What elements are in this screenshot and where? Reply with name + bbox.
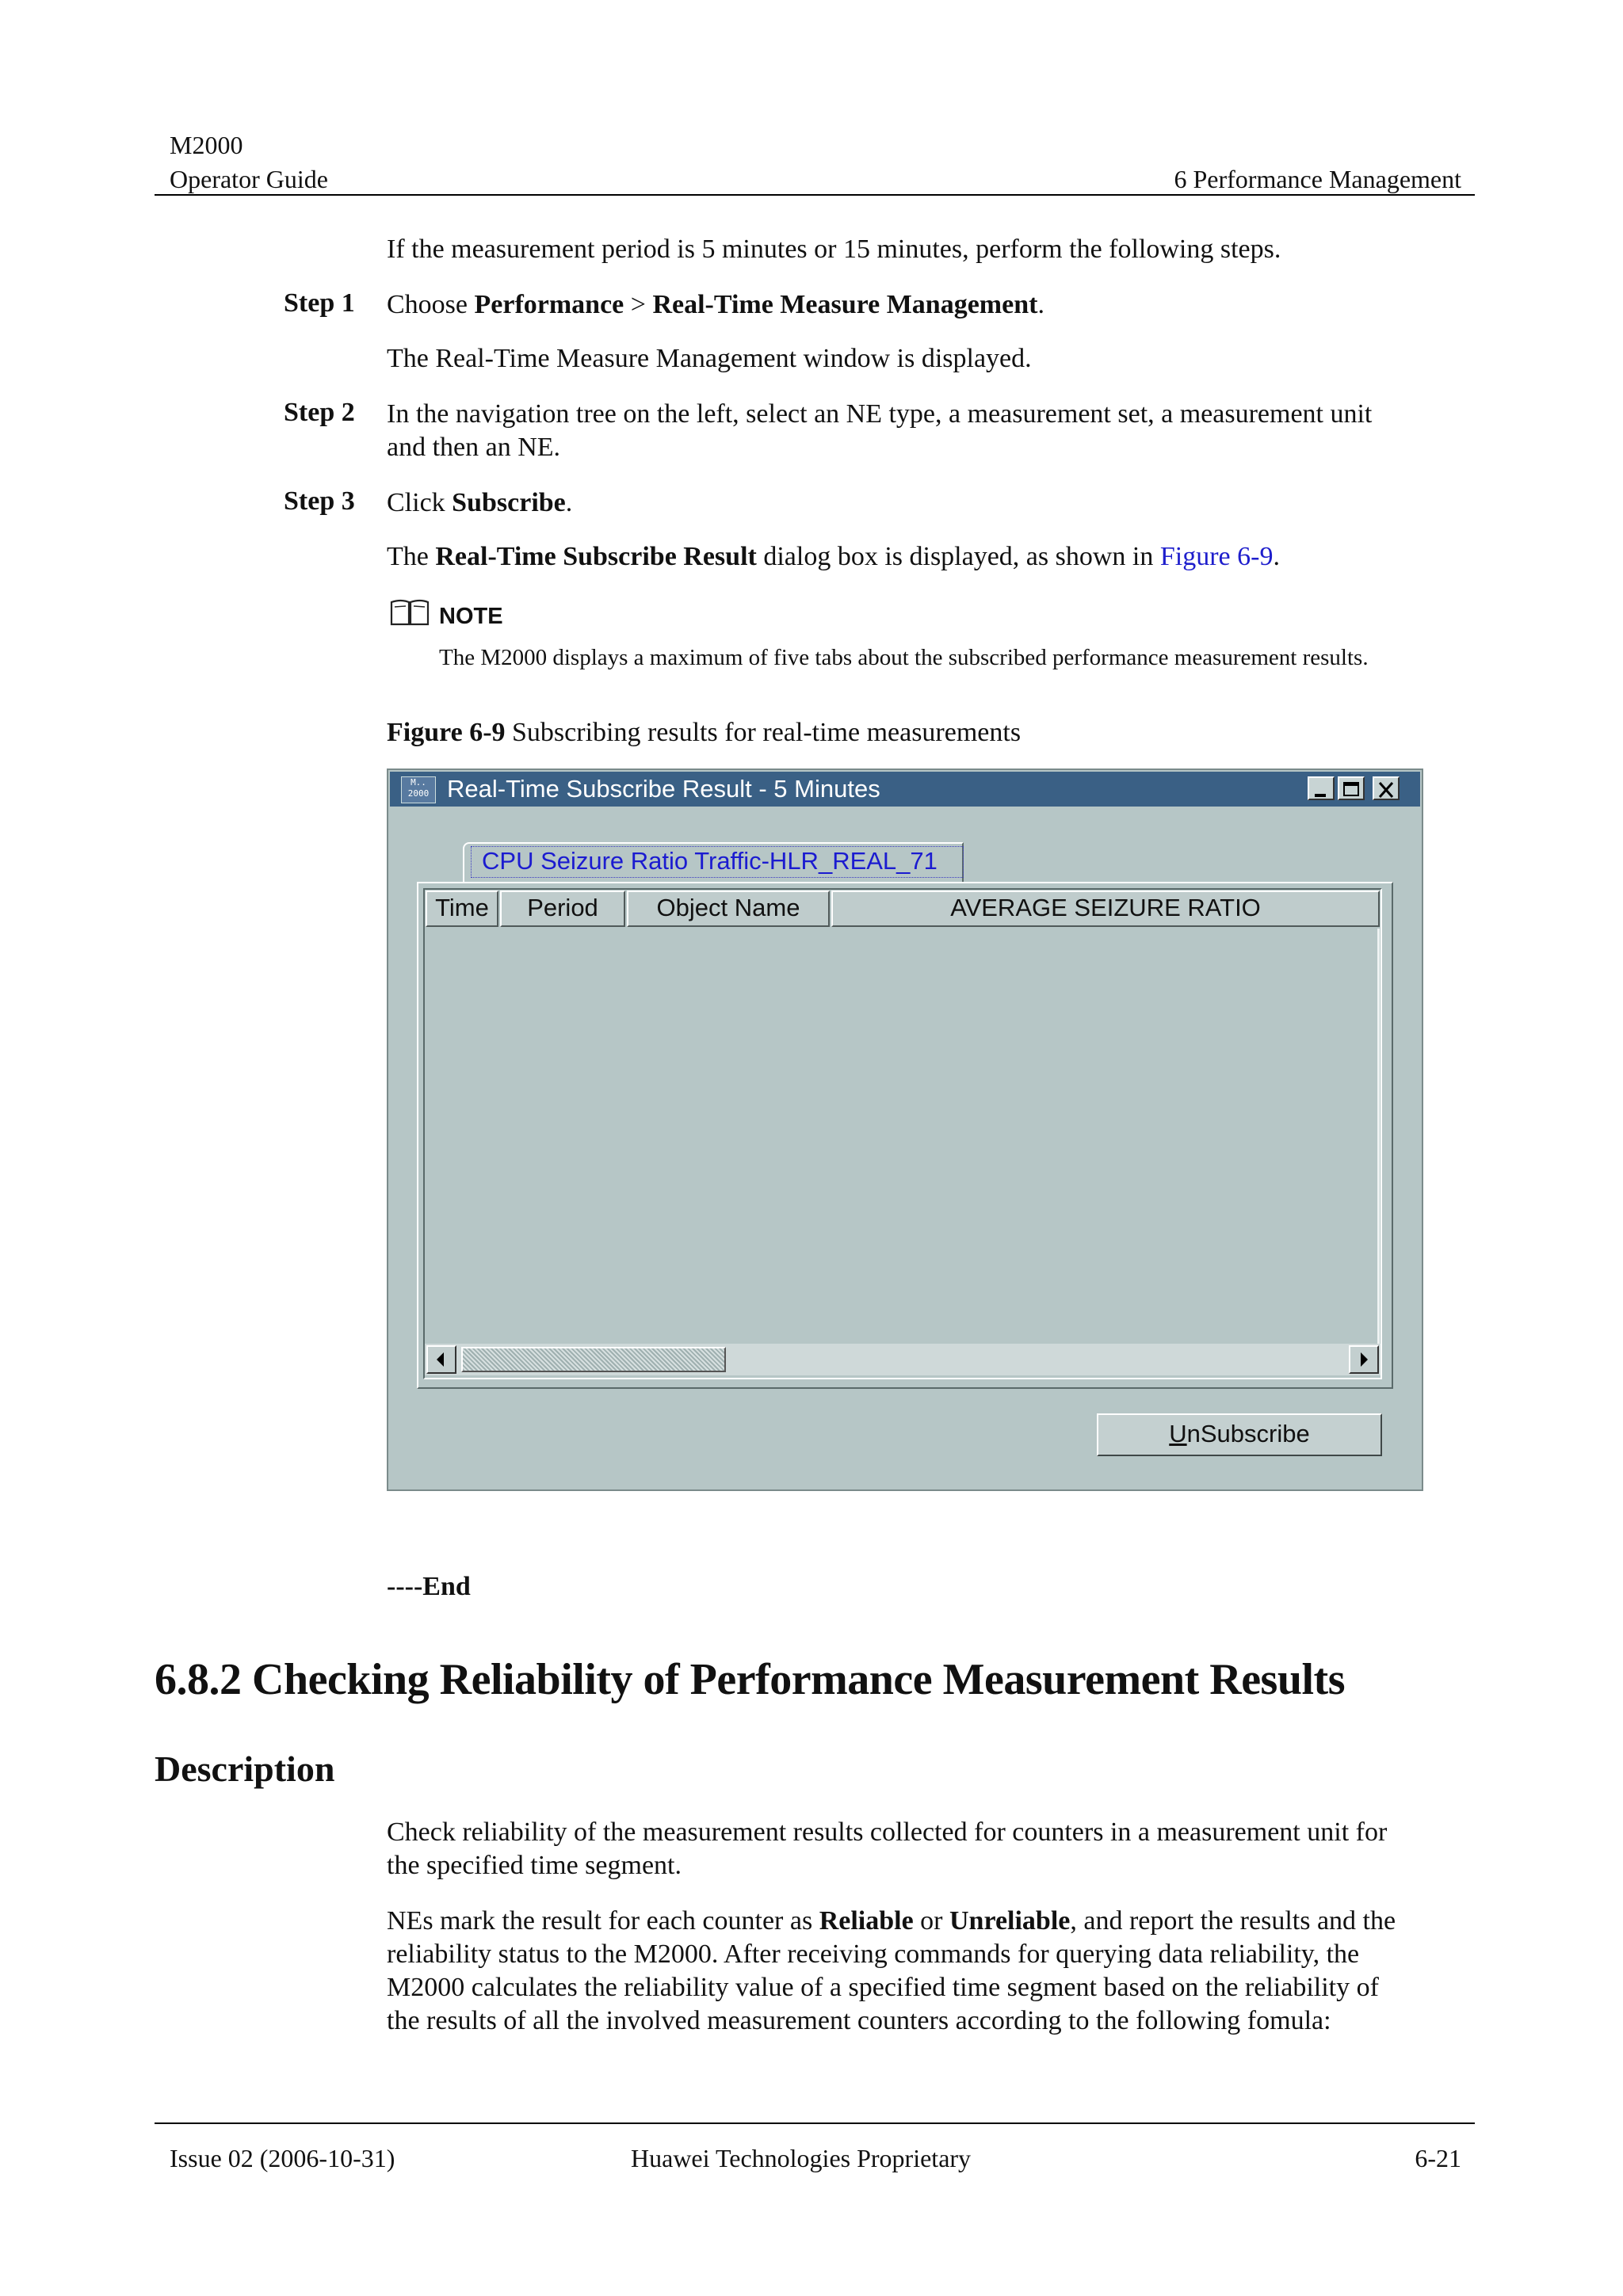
arrow-right-icon	[1350, 1347, 1377, 1372]
footer-issue: Issue 02 (2006-10-31)	[170, 2144, 395, 2172]
section-heading: 6.8.2 Checking Reliability of Performance Measurement Results	[155, 1655, 1345, 1704]
dialog-title: Real-Time Subscribe Result - 5 Minutes	[447, 775, 880, 803]
step-2-line-2: and then an NE.	[387, 433, 561, 462]
para-2-line-1: NEs mark the result for each counter as Reliable or Unreliable, and report the results and the	[387, 1906, 1396, 1936]
footer-company: Huawei Technologies Proprietary	[631, 2144, 972, 2172]
step-3-text: Click Subscribe.	[387, 488, 573, 517]
note-text: The M2000 displays a maximum of five tabs about the subscribed performance measurement results.	[439, 645, 1369, 670]
column-header-period[interactable]: Period	[500, 891, 625, 927]
figure-caption: Figure 6-9 Subscribing results for real-time measurements	[387, 718, 1022, 747]
minimize-icon	[1309, 780, 1333, 800]
results-table	[423, 888, 1382, 1379]
footer-rule	[155, 2122, 1475, 2124]
step-2-line-1: In the navigation tree on the left, select an NE type, a measurement set, a measurement unit	[387, 399, 1373, 429]
minimize-button[interactable]	[1308, 776, 1335, 800]
intro-text: If the measurement period is 5 minutes or 15 minutes, perform the following steps.	[387, 235, 1281, 264]
header-rule	[155, 194, 1475, 196]
note-label: NOTE	[439, 604, 503, 629]
close-icon	[1374, 780, 1398, 800]
table-divider	[1377, 929, 1380, 1372]
para-2-line-4: the results of all the involved measurement counters according to the following fomula:	[387, 2006, 1331, 2035]
para-1-line-1: Check reliability of the measurement results collected for counters in a measurement unit for	[387, 1817, 1388, 1847]
close-button[interactable]	[1373, 776, 1400, 800]
arrow-left-icon	[428, 1347, 455, 1372]
tab-cpu-seizure-ratio[interactable]: CPU Seizure Ratio Traffic-HLR_REAL_71	[463, 842, 964, 882]
step-1-label: Step 1	[284, 288, 355, 318]
dialog-titlebar[interactable]	[390, 772, 1420, 807]
header-doc-title: Operator Guide	[170, 165, 328, 193]
column-header-average-seizure-ratio[interactable]: AVERAGE SEIZURE RATIO	[831, 891, 1380, 927]
para-2-line-2: reliability status to the M2000. After receiving commands for querying data reliability, the	[387, 1939, 1360, 1969]
header-chapter: 6 Performance Management	[1174, 165, 1461, 193]
figure-link[interactable]: Figure 6-9	[1159, 542, 1274, 571]
maximize-icon	[1339, 780, 1363, 800]
para-2-line-3: M2000 calculates the reliability value of a specified time segment based on the reliability of	[387, 1973, 1379, 2002]
step-1-result: The Real-Time Measure Management window is displayed.	[387, 344, 1032, 373]
scroll-left-button[interactable]	[426, 1345, 456, 1374]
unsubscribe-button[interactable]: UnSubscribe	[1097, 1413, 1382, 1456]
column-header-time[interactable]: Time	[426, 891, 498, 927]
scrollbar-thumb[interactable]	[461, 1347, 726, 1372]
tab-focus-outline	[471, 846, 964, 878]
step-3-label: Step 3	[284, 486, 355, 516]
maximize-button[interactable]	[1338, 776, 1365, 800]
header-product: M2000	[170, 131, 243, 159]
subsection-heading: Description	[155, 1749, 335, 1789]
step-2-label: Step 2	[284, 398, 355, 427]
book-icon	[388, 597, 431, 627]
para-1-line-2: the specified time segment.	[387, 1851, 682, 1880]
footer-page-number: 6-21	[1415, 2144, 1461, 2172]
step-1-text: Choose Performance > Real-Time Measure Management.	[387, 290, 1044, 319]
scroll-right-button[interactable]	[1349, 1345, 1379, 1374]
m2000-app-icon: M.. 2000	[401, 776, 436, 803]
end-marker: ----End	[387, 1572, 471, 1601]
step-3-result: The Real-Time Subscribe Result dialog box is displayed, as shown in Figure 6-9.	[387, 542, 1280, 571]
column-header-object-name[interactable]: Object Name	[627, 891, 830, 927]
